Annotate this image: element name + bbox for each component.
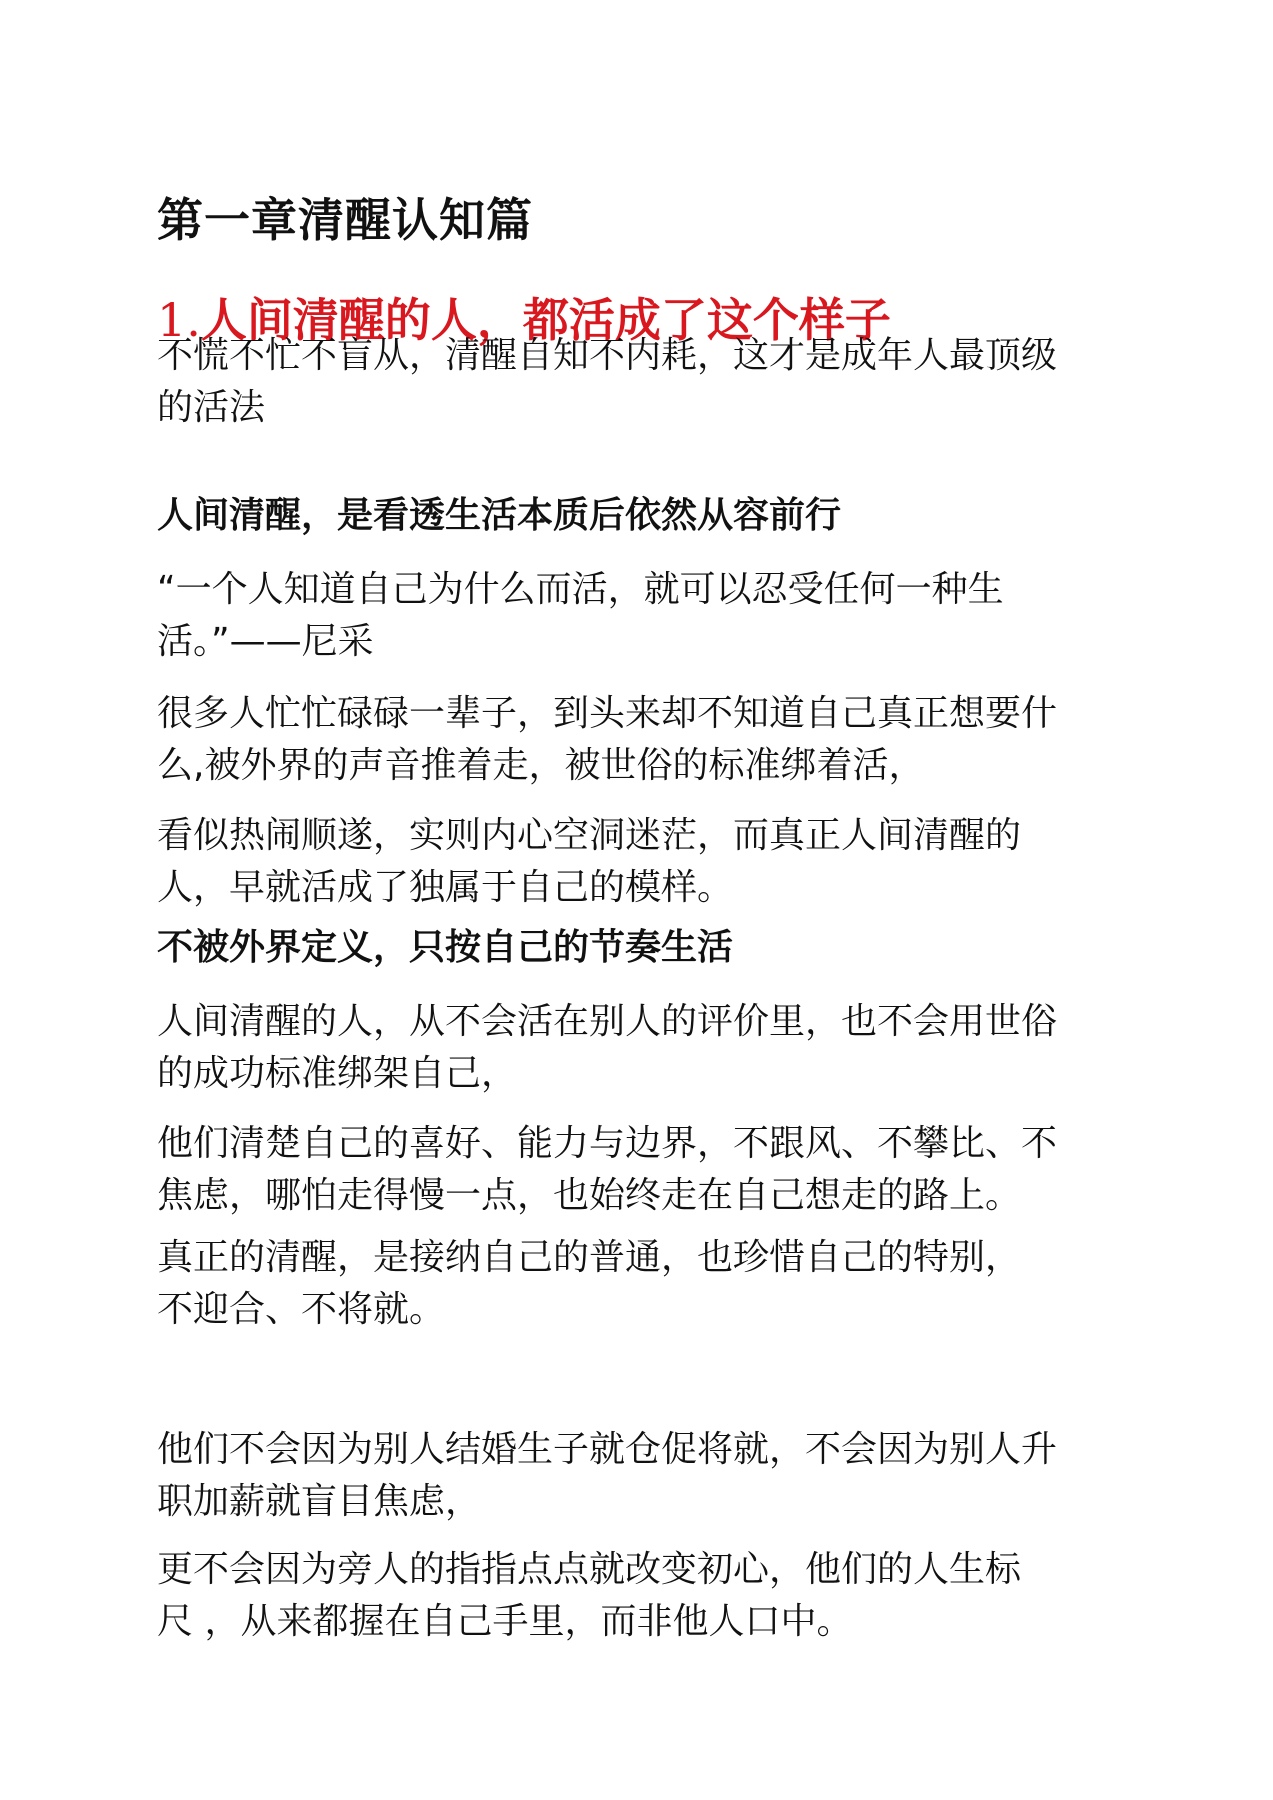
subheading-text: 人间清醒，是看透生活本质后依然从容前行 [157, 495, 842, 536]
body-paragraph-4 [157, 1118, 1057, 1222]
paragraph-line: 尺 ，从来都握在自己手里，而非他人口中。 [157, 1601, 853, 1642]
paragraph-line: 他们清楚自己的喜好、能力与边界，不跟风、不攀比、不 [157, 1123, 1058, 1164]
paragraph-line: 的成功标准绑架自己， [157, 1053, 518, 1094]
body-paragraph-6 [157, 1424, 1057, 1528]
paragraph-line: 焦虑，哪怕走得慢一点，也始终走在自己想走的路上。 [157, 1175, 1022, 1216]
paragraph-line: 人，早就活成了独属于自己的模样。 [157, 867, 734, 908]
paragraph-line: 不迎合、不将就。 [157, 1289, 446, 1330]
body-paragraph-1 [157, 688, 1057, 792]
paragraph-line: 不慌不忙不盲从，清醒自知不内耗，这才是成年人最顶级 [157, 335, 1058, 376]
paragraph-line: 很多人忙忙碌碌一辈子，到头来却不知道自己真正想要什 [157, 693, 1058, 734]
subheading-text: 不被外界定义，只按自己的节奏生活 [157, 927, 734, 968]
section-number: 1. [157, 293, 201, 347]
chapter-title: 第一章清醒认知篇 [157, 193, 533, 247]
paragraph-line: 看似热闹顺遂，实则内心空洞迷茫，而真正人间清醒的 [157, 815, 1022, 856]
paragraph-line: 更不会因为旁人的指指点点就改变初心，他们的人生标 [157, 1549, 1022, 1590]
subheading-2 [157, 922, 733, 974]
body-paragraph-5 [157, 1232, 1021, 1336]
body-paragraph-3 [157, 996, 1057, 1100]
body-paragraph-2 [157, 810, 1021, 914]
paragraph-line: 他们不会因为别人结婚生子就仓促将就，不会因为别人升 [157, 1429, 1058, 1470]
paragraph-line: 人间清醒的人，从不会活在别人的评价里，也不会用世俗 [157, 1001, 1058, 1042]
paragraph-line: “一个人知道自己为什么而活，就可以忍受任何一种生 [157, 569, 1004, 610]
subheading-1 [157, 490, 841, 542]
intro-paragraph [157, 330, 1057, 434]
body-paragraph-7 [157, 1544, 1021, 1648]
paragraph-line: 么,被外界的声音推着走，被世俗的标准绑着活， [157, 745, 925, 786]
section-title-text: 人间清醒的人，都活成了这个样子 [200, 293, 891, 347]
paragraph-line: 真正的清醒，是接纳自己的普通，也珍惜自己的特别， [157, 1237, 1022, 1278]
paragraph-line: 活。”——尼采 [157, 621, 374, 662]
paragraph-line: 的活法 [157, 387, 266, 428]
quote-paragraph [157, 564, 1004, 668]
paragraph-line: 职加薪就盲目焦虑， [157, 1481, 482, 1522]
